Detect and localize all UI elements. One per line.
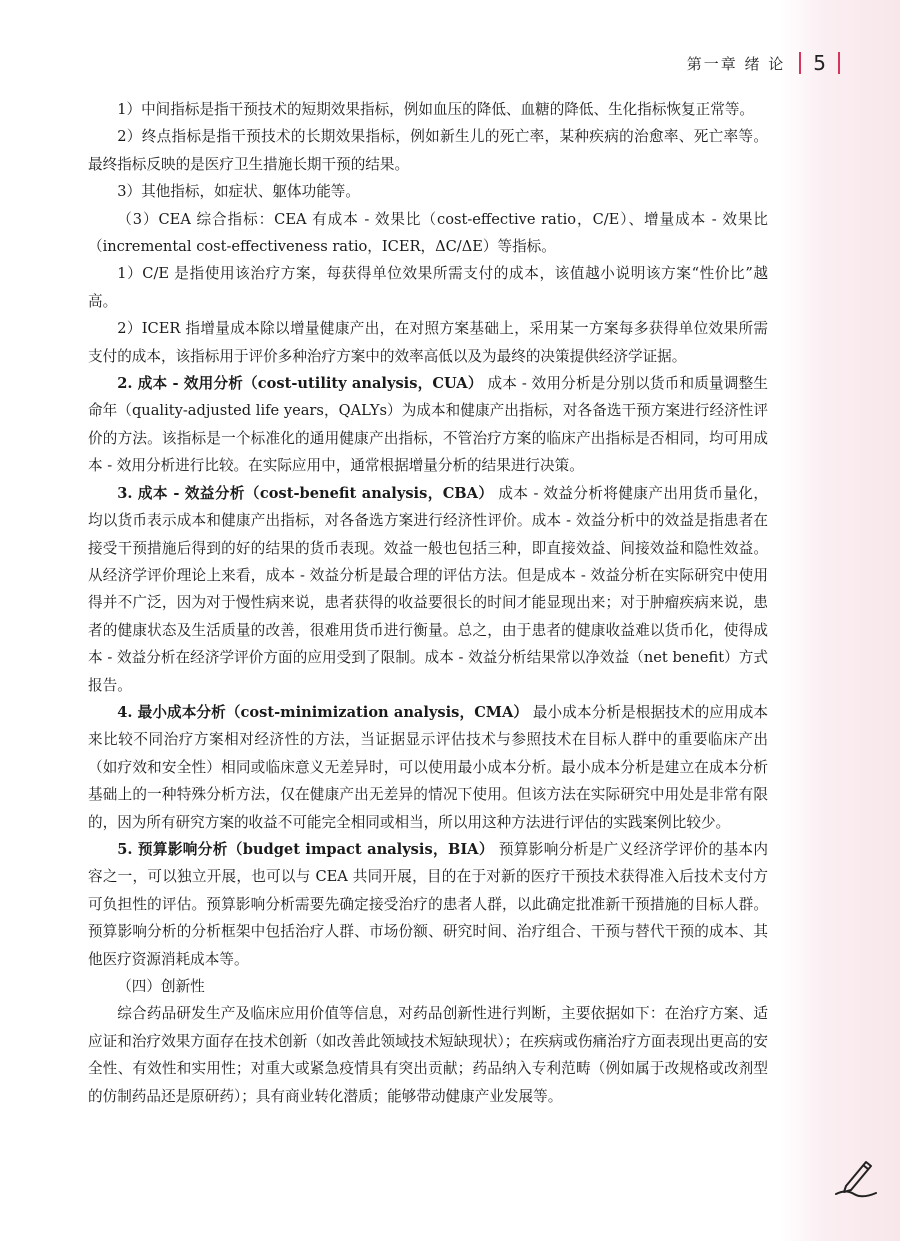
pen-icon — [832, 1154, 880, 1198]
paragraph-heading: 2. 成本 - 效用分析（cost-utility analysis，CUA） — [117, 375, 483, 393]
paragraph: （3）CEA 综合指标：CEA 有成本 - 效果比（cost-effective ratio，C/E）、增量成本 - 效果比（incremental cost-effectiveness ratio，ICER，ΔC/ΔE）等指标。 — [88, 210, 768, 256]
paragraph-heading: 5. 预算影响分析（budget impact analysis，BIA） — [117, 840, 494, 858]
paragraph: 5. 预算影响分析（budget impact analysis，BIA） 预算影响分析是广义经济学评价的基本内容之一，可以独立开展，也可以与 CEA 共同开展，目的在于对新的医疗干预技术获得准入后技术支付方可负担性的评估。预算影响分析需要先确定接受治疗的患者人群，以此确定批准新干预措施的目标人群。预算影响分析的分析框架中包括治疗人群、市场份额、研究时间、治疗组合、干预与替代干预的成本、其他医疗资源消耗成本等。 — [88, 840, 768, 968]
paragraph: 2）ICER 指增量成本除以增量健康产出，在对照方案基础上，采用某一方案每多获得单位效果所需支付的成本，该指标用于评价多种治疗方案中的效率高低以及为最终的决策提供经济学证据。 — [88, 320, 768, 365]
page-number: 5 — [813, 51, 826, 75]
paragraph-heading: 3. 成本 - 效益分析（cost-benefit analysis，CBA） — [117, 484, 494, 502]
paragraph: 2）终点指标是指干预技术的长期效果指标，例如新生儿的死亡率，某种疾病的治愈率、死亡率等。最终指标反映的是医疗卫生措施长期干预的结果。 — [88, 128, 768, 173]
side-band — [780, 0, 900, 1241]
paragraph: 1）中间指标是指干预技术的短期效果指标，例如血压的降低、血糖的降低、生化指标恢复正常等。 — [117, 101, 755, 118]
page-header — [640, 50, 840, 76]
header-divider — [799, 52, 801, 74]
paragraph: 3. 成本 - 效益分析（cost-benefit analysis，CBA） 成本 - 效益分析将健康产出用货币量化，均以货币表示成本和健康产出指标，对各备选方案进行经济性评价。成本 - 效益分析中的效益是指患者在接受干预措施后得到的好的结果的货币表现。效益一般也包括三种，即直接效益、间接效益和隐性效益。从经济学评价理论上来看，成本 - 效益分析是最合理的评估方法。但是成本 - 效益分析在实际研究中使用得并不广泛，因为对于慢性病来说，患者获得的收益要很长的时间才能显现出来；对于肿瘤疾病来说，患者的健康状态及生活质量的改善，很难用货币进行衡量。总之，由于患者的健康收益难以货币化，使得成本 - 效益分析在经济学评价方面的应用受到了限制。成本 - 效益分析结果常以净效益（net benefit）方式报告。 — [88, 484, 768, 694]
paragraph: 综合药品研发生产及临床应用价值等信息，对药品创新性进行判断，主要依据如下：在治疗方案、适应证和治疗效果方面存在技术创新（如改善此领域技术短缺现状）；在疾病或伤痛治疗方面表现出更高的安全性、有效性和实用性；对重大或紧急疫情具有突出贡献；药品纳入专利范畴（例如属于改规格或改剂型的仿制药品还是原研药）；具有商业转化潜质；能够带动健康产业发展等。 — [88, 1005, 768, 1105]
header-divider — [838, 52, 840, 74]
paragraph: 4. 最小成本分析（cost-minimization analysis，CMA） 最小成本分析是根据技术的应用成本来比较不同治疗方案相对经济性的方法，当证据显示评估技术与参照技术在目标人群中的重要临床产出（如疗效和安全性）相同或临床意义无差异时，可以使用最小成本分析。最小成本分析是建立在成本分析基础上的一种特殊分析方法，仅在健康产出无差异的情况下使用。但该方法在实际研究中用处是非常有限的，因为所有研究方案的收益不可能完全相同或相当，所以用这种方法进行评估的实践案例比较少。 — [88, 703, 768, 831]
paragraph: 1）C/E 是指使用该治疗方案，每获得单位效果所需支付的成本，该值越小说明该方案“性价比”越高。 — [88, 265, 768, 310]
paragraph: 3）其他指标，如症状、躯体功能等。 — [117, 183, 360, 201]
section-heading: （四）创新性 — [117, 978, 205, 995]
paragraph-heading: 4. 最小成本分析（cost-minimization analysis，CMA） — [117, 703, 529, 721]
page-body — [88, 96, 768, 1110]
paragraph: 2. 成本 - 效用分析（cost-utility analysis，CUA） 成本 - 效用分析是分别以货币和质量调整生命年（quality-adjusted life years，QALYs）为成本和健康产出指标，对各备选干预方案进行经济性评价的方法。该指标是一个标准化的通用健康产出指标，不管治疗方案的临床产出指标是否相同，均可用成本 - 效用分析进行比较。在实际应用中，通常根据增量分析的结果进行决策。 — [88, 375, 768, 475]
chapter-title: 第一章 绪 论 — [686, 54, 786, 73]
